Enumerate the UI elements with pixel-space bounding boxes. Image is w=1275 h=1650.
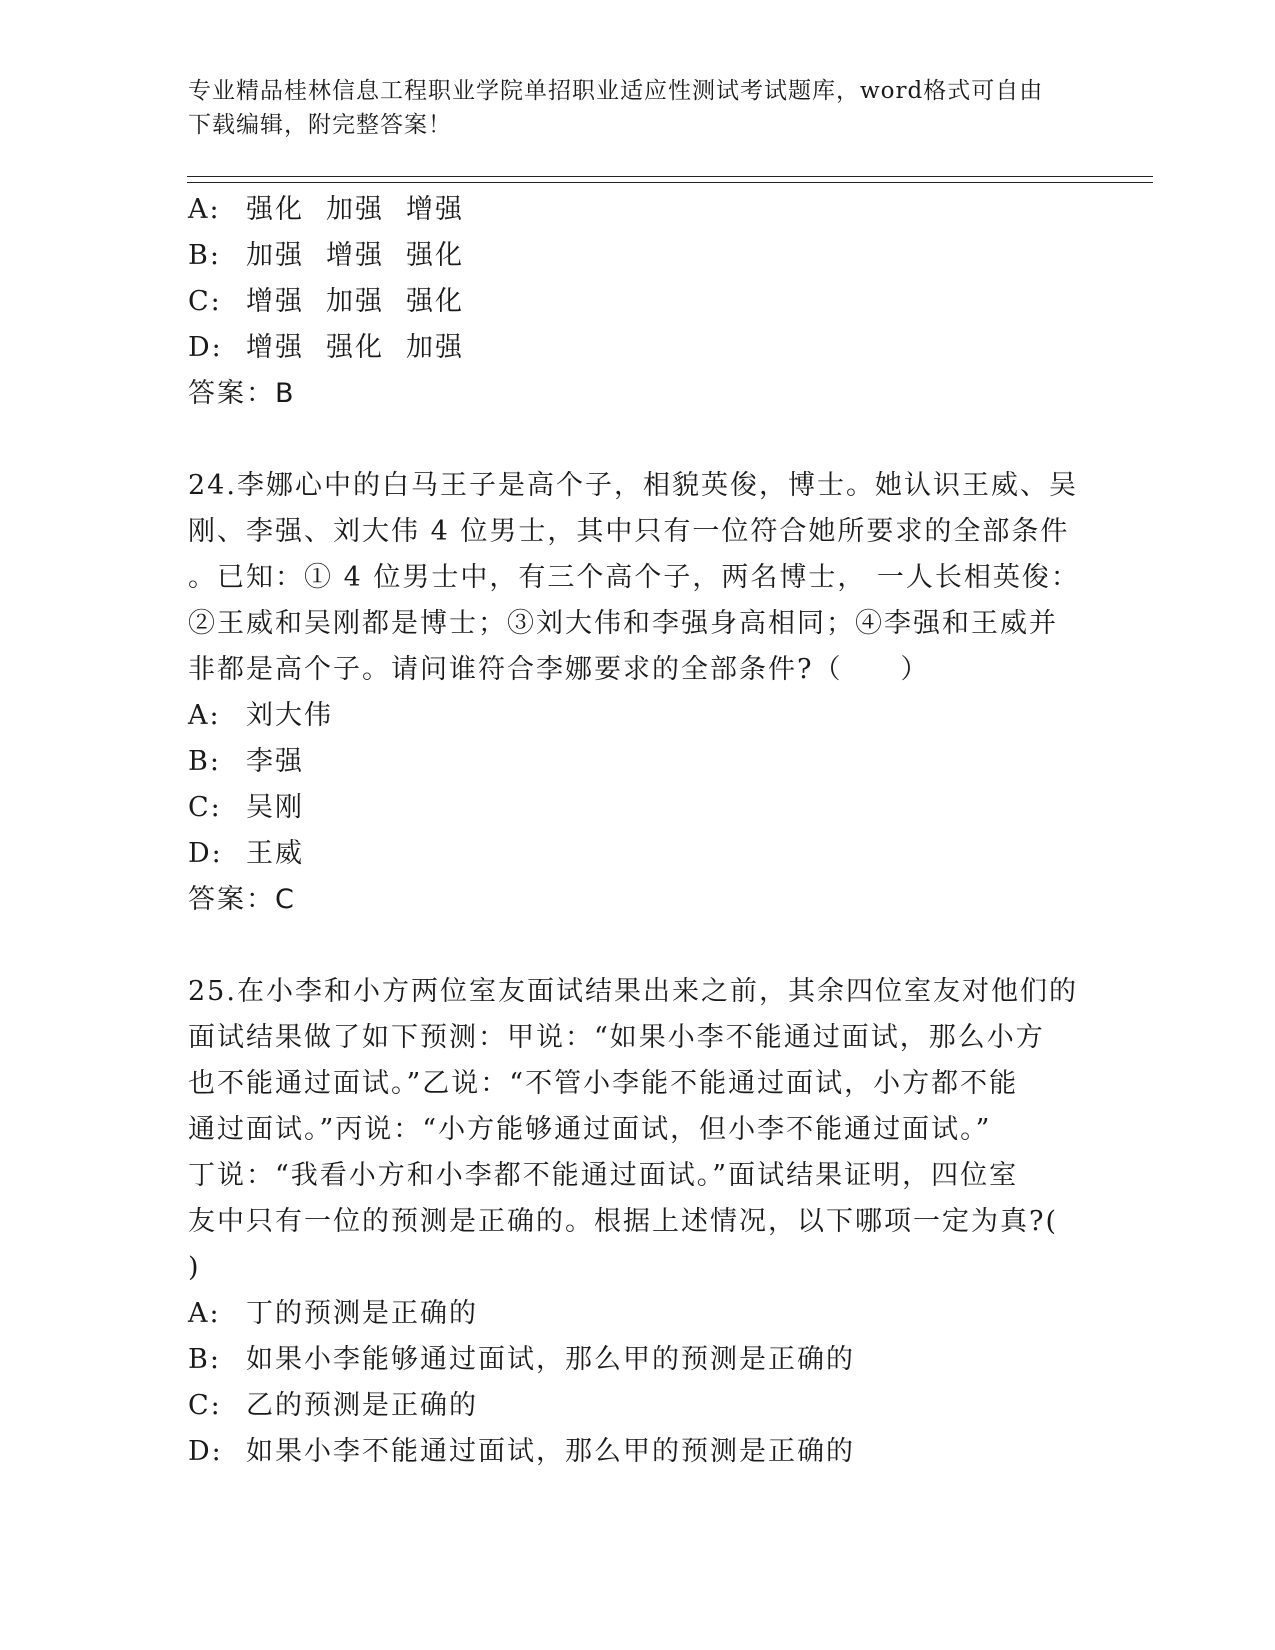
option-letter: D: [188, 332, 223, 363]
spacer [188, 923, 1088, 969]
question-stem-line: 非都是高个子。请问谁符合李娜要求的全部条件?（ ） [188, 654, 930, 685]
option-text: 丁的预测是正确的 [246, 1298, 478, 1329]
header-line-2: 下载编辑，附完整答案！ [188, 112, 452, 138]
option-word: 强化 [246, 194, 304, 225]
question-23-options [188, 187, 1088, 417]
question-stem-line: 也不能通过面试。”乙说：“不管小李能不能通过面试，小方都不能 [188, 1068, 1019, 1099]
option-letter: A: [188, 194, 221, 225]
option-letter: D: [188, 1436, 223, 1467]
option-letter: C: [188, 286, 222, 317]
option-letter: A: [188, 700, 221, 731]
header-rule-top [187, 176, 1153, 177]
option-text: 吴刚 [246, 792, 304, 823]
option-text: 王威 [246, 838, 304, 869]
question-stem-line: ) [188, 1252, 201, 1283]
option-word: 增强 [246, 332, 304, 363]
question-stem-line: 丁说：“我看小方和小李都不能通过面试。”面试结果证明，四位室 [188, 1160, 1019, 1191]
header-line-1: 专业精品桂林信息工程职业学院单招职业适应性测试考试题库，word格式可自由 [188, 78, 1044, 104]
question-stem-line: 友中只有一位的预测是正确的。根据上述情况，以下哪项一定为真?( [188, 1206, 1059, 1237]
option-text: 如果小李能够通过面试，那么甲的预测是正确的 [246, 1344, 855, 1375]
option-c [188, 279, 1088, 325]
option-text: 乙的预测是正确的 [246, 1390, 478, 1421]
question-24 [188, 463, 1088, 923]
option-word: 增强 [406, 194, 464, 225]
option-b [188, 739, 1088, 785]
option-text: 如果小李不能通过面试，那么甲的预测是正确的 [246, 1436, 855, 1467]
option-a [188, 187, 1088, 233]
option-word: 强化 [406, 240, 464, 271]
question-stem-line: 面试结果做了如下预测：甲说：“如果小李不能通过面试，那么小方 [188, 1022, 1045, 1053]
question-content [188, 187, 1088, 1475]
answer-label: 答案：B [188, 378, 296, 409]
option-b [188, 233, 1088, 279]
answer-label: 答案：C [188, 884, 296, 915]
option-a [188, 1291, 1088, 1337]
document-header [188, 74, 1068, 142]
question-stem-line: 24.李娜心中的白马王子是高个子，相貌英俊，博士。她认识王威、吴 [188, 470, 1078, 501]
option-word: 加强 [326, 286, 384, 317]
option-text: 刘大伟 [246, 700, 333, 731]
option-word: 增强 [326, 240, 384, 271]
header-rule-bottom [187, 182, 1153, 183]
option-letter: C: [188, 792, 222, 823]
question-stem-line: 25.在小李和小方两位室友面试结果出来之前，其余四位室友对他们的 [188, 976, 1078, 1007]
option-word: 加强 [326, 194, 384, 225]
question-stem-line: 刚、李强、刘大伟 4 位男士，其中只有一位符合她所要求的全部条件 [188, 516, 1070, 547]
option-b [188, 1337, 1088, 1383]
option-d [188, 325, 1088, 371]
question-stem-line: 通过面试。”丙说：“小方能够通过面试，但小李不能通过面试。” [188, 1114, 992, 1145]
question-stem-line: 。已知：① 4 位男士中，有三个高个子，两名博士， 一人长相英俊： [188, 562, 1080, 593]
option-letter: C: [188, 1390, 222, 1421]
question-25 [188, 969, 1088, 1475]
option-d [188, 1429, 1088, 1475]
spacer [188, 417, 1088, 463]
option-word: 加强 [246, 240, 304, 271]
option-letter: D: [188, 838, 223, 869]
option-word: 增强 [246, 286, 304, 317]
option-letter: A: [188, 1298, 221, 1329]
option-c [188, 1383, 1088, 1429]
option-word: 强化 [406, 286, 464, 317]
option-letter: B: [188, 1344, 221, 1375]
option-word: 强化 [326, 332, 384, 363]
option-a [188, 693, 1088, 739]
option-text: 李强 [246, 746, 304, 777]
option-c [188, 785, 1088, 831]
question-stem-line: ②王威和吴刚都是博士；③刘大伟和李强身高相同；④李强和王威并 [188, 608, 1058, 639]
option-letter: B: [188, 240, 221, 271]
option-word: 加强 [406, 332, 464, 363]
option-d [188, 831, 1088, 877]
option-letter: B: [188, 746, 221, 777]
